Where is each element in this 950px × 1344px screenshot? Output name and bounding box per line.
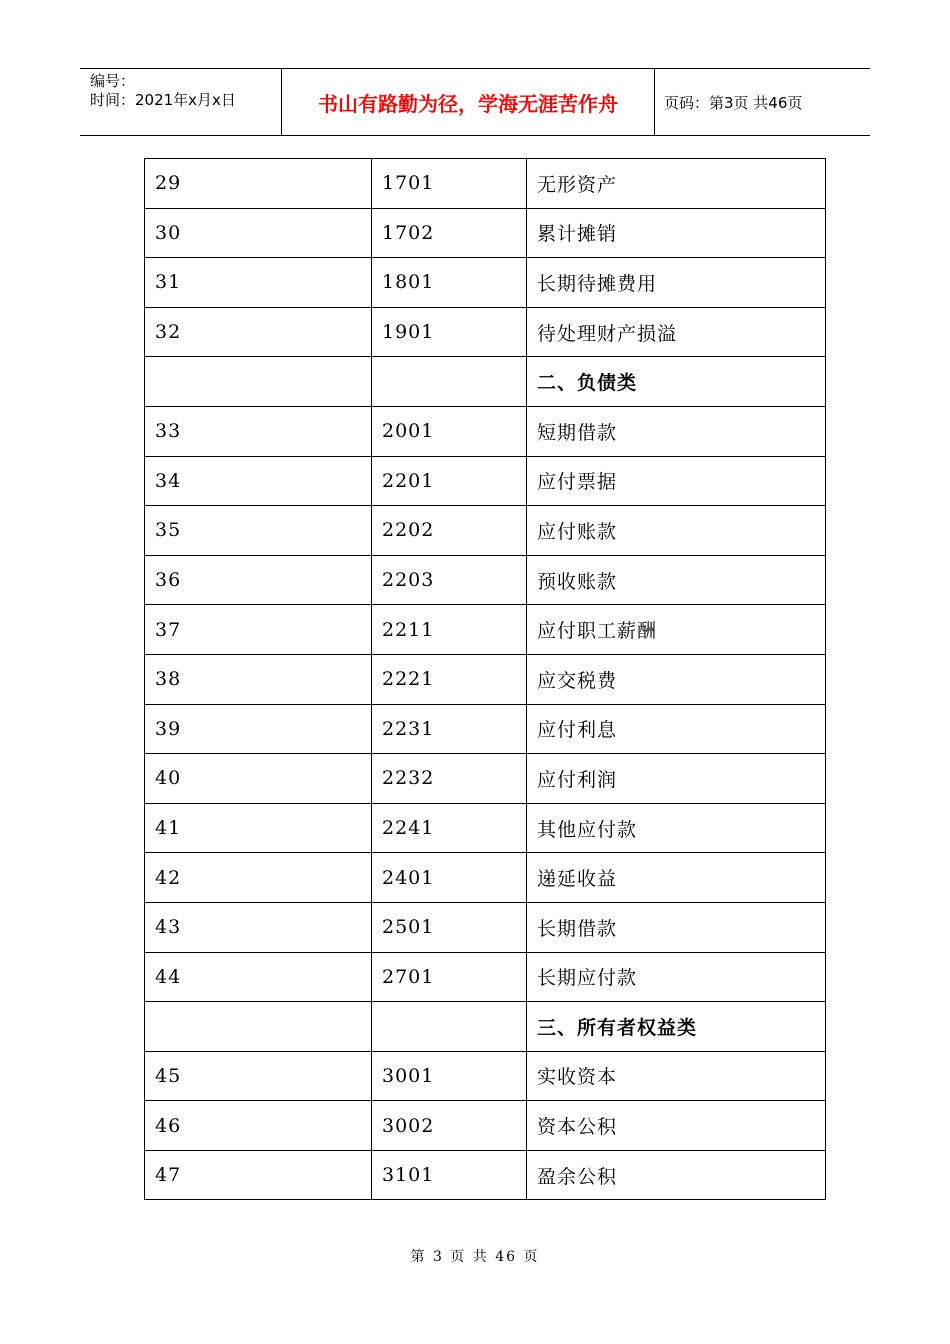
table-row [145, 605, 826, 655]
row-number-cell: 39 [145, 704, 372, 754]
account-code-cell: 3001 [372, 1051, 527, 1101]
account-code-cell: 2401 [372, 853, 527, 903]
table-row [145, 1101, 826, 1151]
row-number-cell: 37 [145, 605, 372, 655]
account-name-cell: 实收资本 [527, 1051, 826, 1101]
table-row [145, 406, 826, 456]
account-code-cell: 1702 [372, 208, 527, 258]
row-number-cell: 31 [145, 258, 372, 308]
account-code-cell: 2241 [372, 803, 527, 853]
row-number-cell: 47 [145, 1150, 372, 1200]
table-row [145, 853, 826, 903]
account-code-cell: 2201 [372, 456, 527, 506]
account-name-cell: 长期应付款 [527, 952, 826, 1002]
table-row [145, 704, 826, 754]
account-code-cell: 2203 [372, 555, 527, 605]
account-name-cell: 应付账款 [527, 506, 826, 556]
page-header [80, 68, 870, 136]
account-name-cell: 预收账款 [527, 555, 826, 605]
account-code-cell: 2001 [372, 406, 527, 456]
page-footer: 第 3 页 共 46 页 [410, 1249, 540, 1265]
table-row [145, 1150, 826, 1200]
row-number-cell: 43 [145, 902, 372, 952]
account-name-cell: 资本公积 [527, 1101, 826, 1151]
section-title-cell: 三、所有者权益类 [527, 1002, 826, 1052]
row-number-cell: 46 [145, 1101, 372, 1151]
row-number-cell [145, 357, 372, 407]
table-row [145, 902, 826, 952]
table-row [145, 159, 826, 209]
account-name-cell: 其他应付款 [527, 803, 826, 853]
table-row [145, 258, 826, 308]
table-row [145, 307, 826, 357]
section-row [145, 1002, 826, 1052]
row-number-cell: 34 [145, 456, 372, 506]
row-number-cell: 38 [145, 654, 372, 704]
row-number-cell: 42 [145, 853, 372, 903]
account-code-cell: 3002 [372, 1101, 527, 1151]
row-number-cell: 36 [145, 555, 372, 605]
row-number-cell: 41 [145, 803, 372, 853]
accounts-table-body [145, 159, 826, 1200]
account-name-cell: 应付职工薪酬 [527, 605, 826, 655]
section-title-cell: 二、负债类 [527, 357, 826, 407]
account-code-cell: 2232 [372, 754, 527, 804]
table-row [145, 456, 826, 506]
account-name-cell: 递延收益 [527, 853, 826, 903]
account-name-cell: 应付利息 [527, 704, 826, 754]
account-name-cell: 长期待摊费用 [527, 258, 826, 308]
row-number-cell: 29 [145, 159, 372, 209]
header-page-info: 页码：第3页 共46页 [664, 93, 803, 112]
row-number-cell: 45 [145, 1051, 372, 1101]
account-code-cell: 1801 [372, 258, 527, 308]
number-label: 编号： [90, 72, 136, 90]
row-number-cell: 30 [145, 208, 372, 258]
account-name-cell: 应付票据 [527, 456, 826, 506]
account-code-cell: 1901 [372, 307, 527, 357]
account-code-cell [372, 1002, 527, 1052]
table-row [145, 208, 826, 258]
accounts-table [144, 158, 826, 1200]
account-name-cell: 应付利润 [527, 754, 826, 804]
account-code-cell: 3101 [372, 1150, 527, 1200]
account-code-cell: 2701 [372, 952, 527, 1002]
account-code-cell: 2501 [372, 902, 527, 952]
account-code-cell: 2202 [372, 506, 527, 556]
row-number-cell [145, 1002, 372, 1052]
row-number-cell: 33 [145, 406, 372, 456]
row-number-cell: 44 [145, 952, 372, 1002]
account-name-cell: 累计摊销 [527, 208, 826, 258]
motto-text: 书山有路勤为径，学海无涯苦作舟 [318, 91, 618, 116]
header-motto-cell [282, 69, 655, 135]
account-code-cell: 1701 [372, 159, 527, 209]
account-name-cell: 短期借款 [527, 406, 826, 456]
account-code-cell: 2231 [372, 704, 527, 754]
account-name-cell: 待处理财产损溢 [527, 307, 826, 357]
account-code-cell [372, 357, 527, 407]
section-row [145, 357, 826, 407]
table-row [145, 506, 826, 556]
row-number-cell: 35 [145, 506, 372, 556]
account-name-cell: 盈余公积 [527, 1150, 826, 1200]
table-row [145, 803, 826, 853]
table-row [145, 754, 826, 804]
table-row [145, 952, 826, 1002]
account-code-cell: 2221 [372, 654, 527, 704]
account-name-cell: 长期借款 [527, 902, 826, 952]
row-number-cell: 32 [145, 307, 372, 357]
account-code-cell: 2211 [372, 605, 527, 655]
time-label: 时间：2021年x月x日 [90, 91, 236, 109]
row-number-cell: 40 [145, 754, 372, 804]
account-name-cell: 无形资产 [527, 159, 826, 209]
table-row [145, 555, 826, 605]
table-row [145, 1051, 826, 1101]
header-meta [80, 69, 282, 135]
account-name-cell: 应交税费 [527, 654, 826, 704]
table-row [145, 654, 826, 704]
